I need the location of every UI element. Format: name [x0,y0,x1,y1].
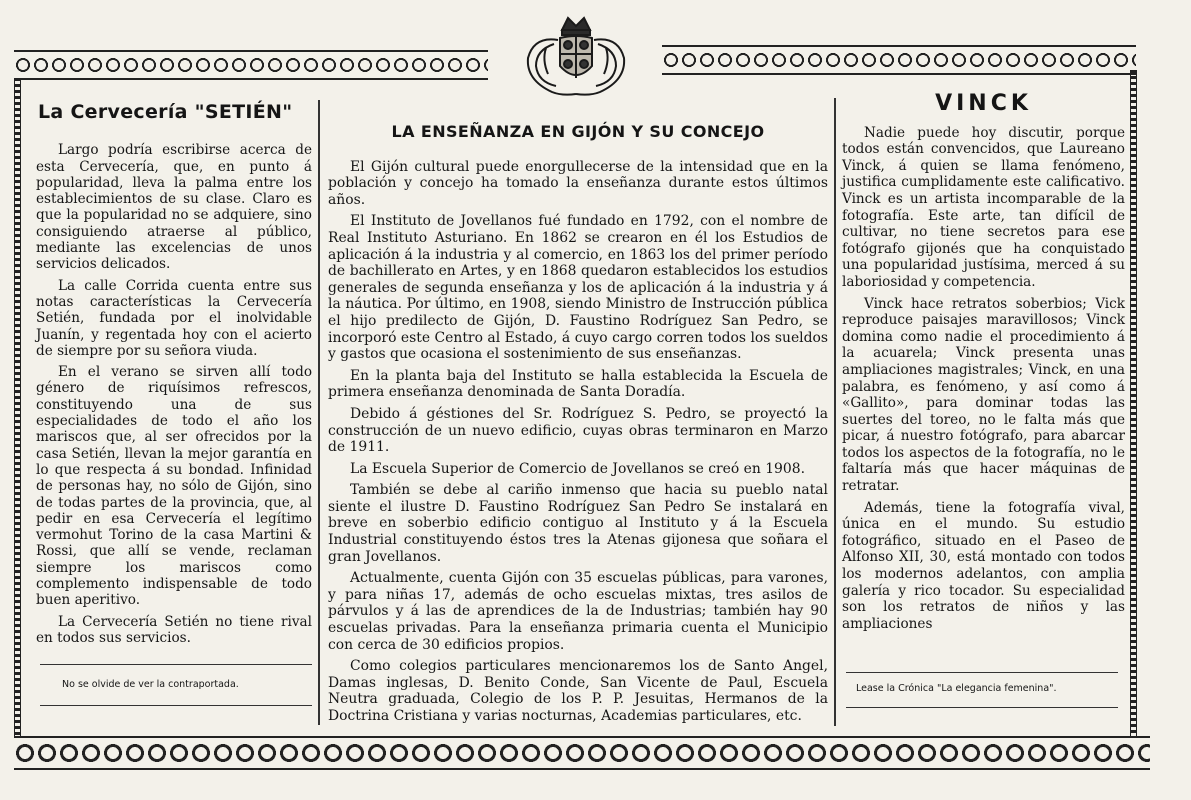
article-paragraph: Vinck hace retratos soberbios; Vick reproduce paisajes maravillosos; Vinck domina como nadie el procedimiento á la acuarela; Vinck presenta unas ampliaciones magistrales; Vinck, en una palabra, es fenómeno, y así como á «Gallito», para dominar todas las suertes del toreo, no le falta más que picar, á nuestro fotógrafo, para abarcar todos los aspectos de la fotografía, no le faltaría más que hacer máquinas de retratar. [842,295,1125,495]
note-box-right [846,672,1118,708]
article-paragraph: Largo podría escribirse acerca de esta Cervecería, que, en punto á popularidad, lleva la palma entre los establecimientos de su clase. Claro es que la popularidad no se adquiere, sino consiguiendo atraerse al público, mediante las excelencias de unos servicios delicados. [36,142,312,273]
vinck-article [842,91,1125,637]
decorative-bottom-border [14,736,1150,770]
coat-of-arms-crest [522,14,630,100]
cerveceria-setien-article [36,101,312,651]
column-divider-left [318,100,320,725]
decorative-side-border-left [14,78,21,738]
decorative-chain-border-left [14,50,488,80]
article-paragraph: En la planta baja del Instituto se halla establecida la Escuela de primera enseñanza denominada de Santa Doradía. [328,367,828,401]
vinck-title: VINCK [935,91,1032,116]
contraportada-note: No se olvide de ver la contraportada. [62,679,239,690]
article-paragraph: Nadie puede hoy discutir, porque todos están convencidos, que Laureano Vinck, á quien se llama fenómeno, justifica cumplidamente este calificativo. Vinck es un artista incomparable de la fotografía. Este arte, tan difícil de cultivar, no tiene secretos para ese fotógrafo gijonés que ha conquistado una popularidad justísima, merced á su laboriosidad y competencia. [842,124,1125,290]
decorative-chain-border-right [662,45,1136,75]
article-paragraph: También se debe al cariño inmenso que hacia su pueblo natal siente el ilustre D. Faustino Rodríguez San Pedro Se instalará en breve en soberbio edificio contiguo al Instituto y á la Escuela Industrial constituyendo éstos tres la Atenas gijonesa que soñara el gran Jovellanos. [328,482,828,565]
article-paragraph: Además, tiene la fotografía vival, única en el mundo. Su estudio fotográfico, situado en el Paseo de Alfonso XII, 30, está montado con todos los modernos adelantos, con amplia galería y rico tocador. Su especialidad son los retratos de niños y las ampliaciones [842,499,1125,632]
article-paragraph: El Instituto de Jovellanos fué fundado en 1792, con el nombre de Real Instituto Asturiano. En 1862 se crearon en él los Estudios de aplicación á la industria y al comercio, en 1863 los del primer período de bachillerato en Artes, y en 1868 quedaron establecidos los estudios generales de segunda enseñanza y los de aplicación á la industria y á la náutica. Por último, en 1908, siendo Ministro de Instrucción pública el hijo predilecto de Gijón, D. Faustino Rodríguez San Pedro, se incorporó este Centro al Estado, á cuyo cargo corren todos los sueldos y gastos que ocasiona el sostenimiento de sus enseñanzas. [328,213,828,363]
article-paragraph: Como colegios particulares mencionaremos los de Santo Angel, Damas inglesas, D. Benito Conde, San Vicente de Paul, Escuela Neutra graduada, Colegio de los P. P. Jesuitas, Hermanos de la Doctrina Cristiana y varias nocturnas, Academias particulares, etc. [328,658,828,724]
article-paragraph: La Cervecería Setién no tiene rival en todos sus servicios. [36,613,312,646]
article-paragraph: La Escuela Superior de Comercio de Jovellanos se creó en 1908. [350,460,805,477]
article-paragraph: La calle Corrida cuenta entre sus notas características la Cervecería Setién, fundada por el inolvidable Juanín, y regentada hoy con el acierto de siempre por su señora viuda. [36,277,312,359]
article-paragraph: Actualmente, cuenta Gijón con 35 escuelas públicas, para varones, y para niñas 17, además de ocho escuelas mixtas, tres asilos de párvulos y á las de aprendices de la de Industrias; también hay 90 escuelas privadas. Para la enseñanza primaria cuenta el Municipio con cerca de 30 edificios propios. [328,570,828,653]
note-box-left [40,664,312,706]
cerveceria-setien-title: La Cervecería "SETIÉN" [38,101,293,123]
column-divider-right [834,98,836,726]
ensenanza-article [328,120,828,730]
article-paragraph: Debido á géstiones del Sr. Rodríguez S. Pedro, se proyectó la construcción de un nuevo edificio, cuyas obras terminaron en Marzo de 1911. [328,405,828,456]
article-paragraph: El Gijón cultural puede enorgullecerse de la intensidad que en la población y concejo ha tomado la enseñanza durante estos últimos años. [328,158,828,208]
decorative-side-border-right [1130,70,1137,738]
ensenanza-title: LA ENSEÑANZA EN GIJÓN Y SU CONCEJO [391,122,765,141]
article-paragraph: En el verano se sirven allí todo género de riquísimos refrescos, constituyendo una de sus especialidades de todo el año los mariscos que, al ser ofrecidos por la casa Setién, llevan la mejor garantía en lo que respecta á su bondad. Infinidad de personas hay, no sólo de Gijón, sino de todas partes de la provincia, que, al pedir en esa Cervecería el legítimo vermohut Torino de la casa Martini & Rossi, que allí se vende, reclaman siempre los mariscos como complemento indispensable de todo buen aperitivo. [36,364,312,609]
cronica-note: Lease la Crónica "La elegancia femenina". [856,683,1057,694]
